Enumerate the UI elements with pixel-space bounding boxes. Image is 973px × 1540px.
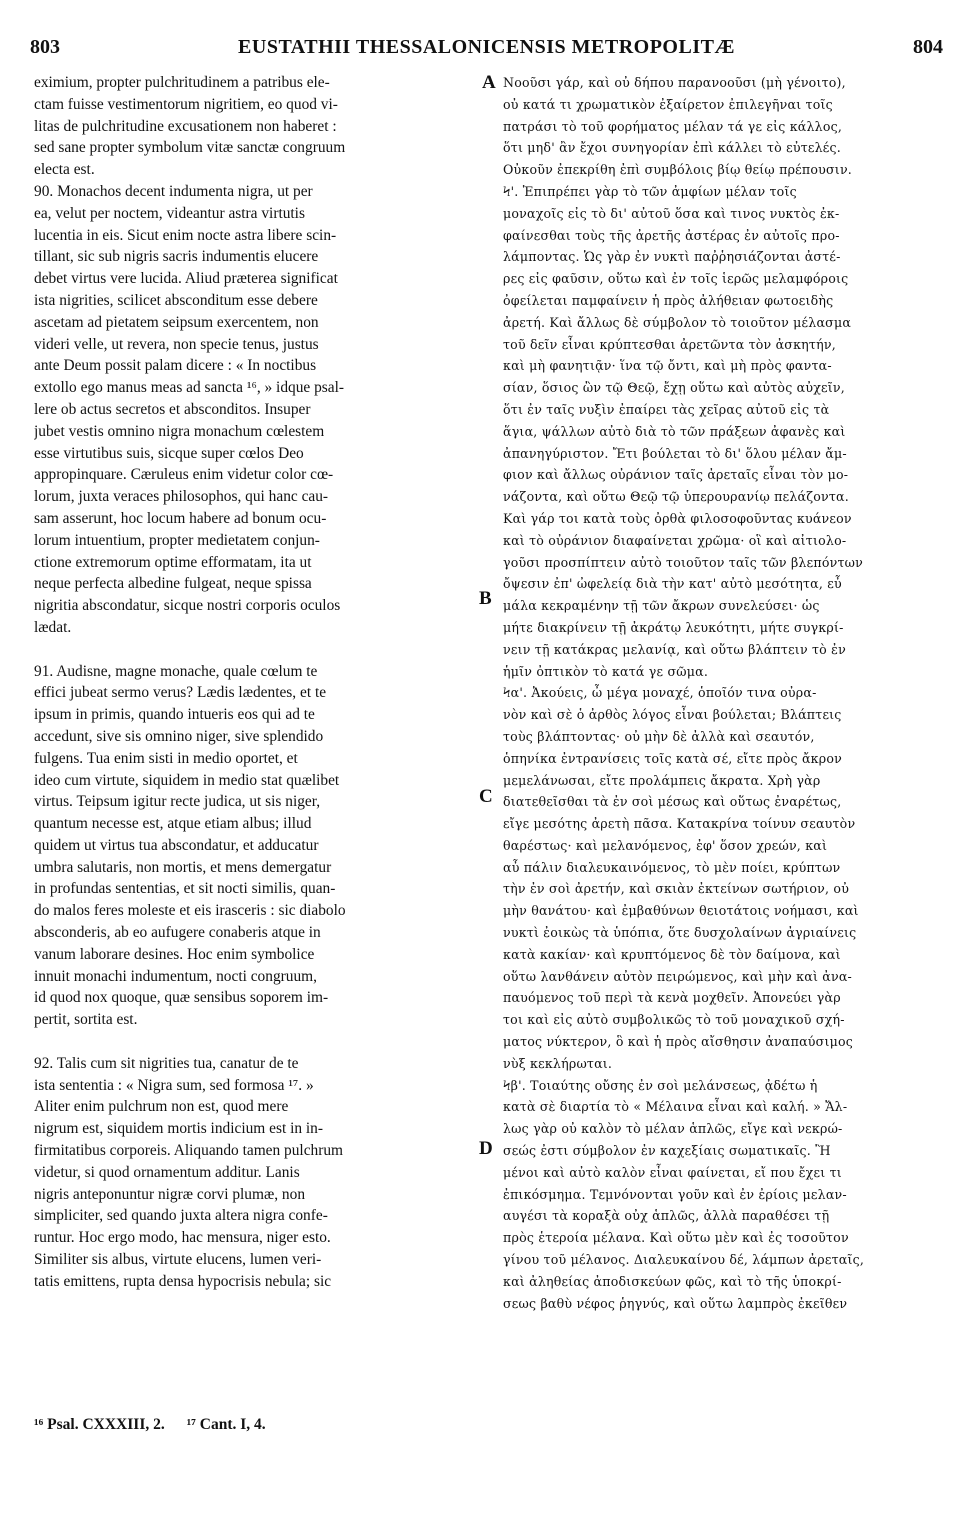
greek-text-line: σεως βαθὺ νέφος ῥηγνύς, καὶ οὕτω λαμπρὸς ἐκεῖθεν [503, 1295, 848, 1311]
left-page-number: 803 [30, 36, 60, 58]
latin-text-line: jubet vestis omnino nigra monachum cœlestem [34, 422, 325, 440]
running-title: EUSTATHII THESSALONICENSIS METROPOLITÆ [238, 36, 735, 58]
margin-marker-c: C [479, 786, 493, 807]
greek-column [503, 72, 943, 1314]
greek-text-line: οὕτω λανθάνειν αὐτὸν πειρώμενος, καὶ μὴν καὶ ἀνα- [503, 968, 853, 984]
latin-text-line [34, 639, 471, 661]
latin-text-line: lucentia in eis. Sicut enim nocte astra libere scin- [34, 226, 337, 244]
latin-text-line: sam asserunt, hoc locum habere ad bonum ocu- [34, 509, 327, 527]
greek-text-line: αὖ πάλιν διαλευκαινόμενος, τὸ μὲν ποίει, κρύπτων [503, 859, 841, 875]
greek-text-line: νυκτὶ ἐοικὼς τὰ ὑπόπια, ὅτε δυσχολαίνων ἀγριαίνεις [503, 925, 857, 941]
greek-text-line: νειν τῇ κατάκρας μελανίᾳ, καὶ οὕτω βλάπτειν τὸ ἐν [503, 641, 846, 657]
greek-text-line: θαρέστως· καὶ μελανόμενος, ἐφ' ὅσον χρεών, καὶ [503, 837, 828, 853]
latin-text-line: neque perfecta albedine fulgeat, neque spissa [34, 575, 312, 593]
latin-text-line: Similiter sis albus, virtute elucens, lumen veri- [34, 1251, 322, 1269]
latin-text-line: ista sententia : « Nigra sum, sed formosa ¹⁷. » [34, 1076, 314, 1094]
latin-text-line: Aliter enim pulchrum non est, quod mere [34, 1098, 289, 1116]
greek-text-line: εἴγε μεσότης ἀρετὴ πᾶσα. Κατακρίνα τοίνυν σεαυτὸν [503, 816, 856, 832]
greek-text-line: ὅτι μηδ' ἂν ἔχοι συνηγορίαν ἐπὶ κάλλει τὸ εὐτελές. [503, 140, 841, 156]
latin-text-line: ideo cum virtute, siquidem in medio stat quælibet [34, 771, 340, 789]
greek-text-line: καὶ τὸ οὐράνιον διαφαίνεται χρῶμα· οἳ καὶ αἰτιολο- [503, 532, 847, 548]
greek-text-line: Νοοῦσι γάρ, καὶ οὐ δήπου παρανοοῦσι (μὴ γένοιτο), [503, 75, 846, 90]
greek-text-line: νὸν καὶ σὲ ὁ ἀρθὸς λόγος εἶναι βούλεται; Βλάπτεις [503, 707, 842, 723]
latin-text-line: accedunt, sive sis omnino niger, sive splendido [34, 727, 324, 745]
latin-text-line: vanum laborare desines. Hoc enim symbolice [34, 945, 315, 963]
greek-text-line: ἀπανηγύριστον. Ἔτι βούλεται τὸ δι' ὅλου μέλαν ἄμ- [503, 445, 847, 461]
greek-text-line: ἅγια, ψάλλων αὐτὸ διὰ τὸ τῶν πράξεων ἀφανὲς καὶ [503, 423, 846, 439]
greek-text-line: ρες εἰς φαῦσιν, οὕτω καὶ ἐν τοῖς ἱερῶς μελαμφόροις [503, 271, 849, 287]
greek-text-line: νάζοντα, καὶ οὕτω Θεῷ τῷ ὑπερουρανίῳ πελάζοντα. [503, 489, 849, 505]
latin-text-line: videtur, si quod ornamentum additur. Lanis [34, 1163, 300, 1181]
greek-text-line: Καὶ γάρ τοι κατὰ τοὺς ὀρθὰ φιλοσοφοῦντας κυάνεον [503, 510, 852, 526]
margin-marker-a: A [482, 72, 496, 93]
greek-text-line: ἐπικόσμημα. Τεμνόνονται γοῦν καὶ ἐν ἐρίοις μελαν- [503, 1186, 847, 1202]
latin-text-line: 90. Monachos decent indumenta nigra, ut per [34, 182, 313, 200]
latin-text-line: lorum intuentium, propter medietatem conjun- [34, 531, 320, 549]
latin-text-line: 91. Audisne, magne monache, quale cœlum te [34, 662, 318, 680]
latin-text-line: innuit monachi indumentum, nocti congruum, [34, 967, 317, 985]
latin-text-line: lorum, juxta veraces philosophos, qui hanc cau- [34, 488, 329, 506]
latin-text-line [34, 1031, 471, 1053]
greek-text-line: παυόμενος τοῦ περὶ τὰ κενὰ μοχθεῖν. Ἀπονεύει γὰρ [503, 990, 841, 1006]
latin-text-line: nigris anteponuntur nigræ corvi plumæ, non [34, 1185, 306, 1203]
greek-text-line: Οὐκοῦν ἐπεκρίθη ἐπὶ συμβόλοις βίῳ θείῳ πρέπουσιν. [503, 162, 853, 178]
latin-text-line: umbra salutaris, non mortis, et mens demergatur [34, 858, 332, 876]
latin-text-line: absconderis, ab eo aufugere conaberis atque in [34, 924, 321, 942]
greek-text-line: ἀρετή. Καὶ ἄλλως δὲ σύμβολον τὸ τοιοῦτον μέλασμα [503, 314, 852, 330]
margin-marker-d: D [479, 1138, 493, 1159]
latin-text-line: sed sane propter symbolum vitæ sanctæ congruum [34, 139, 346, 157]
latin-text-line: quidem ut virtus tua abscondatur, et adducatur [34, 836, 319, 854]
footnote-17: ¹⁷ Cant. I, 4. [186, 1416, 266, 1433]
latin-text-line: runtur. Hoc ergo modo, hac mensura, niger esto. [34, 1229, 331, 1247]
greek-text-line: μὴν θανάτου· καὶ ἐμβαθύνων θειοτάτοις νοήμασι, καὶ [503, 903, 859, 919]
latin-text-line: ante Deum possit palam dicere : « In noctibus [34, 357, 317, 375]
latin-text-line: ascetam ad pietatem seipsum exercentem, non [34, 313, 319, 331]
page-header [30, 36, 943, 64]
latin-text-line: eximium, propter pulchritudinem a patribus ele- [34, 74, 330, 91]
latin-text-line: tillant, sic sub nigris sacris indumentis elucere [34, 248, 319, 266]
greek-text-line: Ϟα'. Ἀκούεις, ὦ μέγα μοναχέ, ὁποῖόν τινα οὐρα- [503, 685, 817, 701]
latin-text-line: 92. Talis cum sit nigrities tua, canatur de te [34, 1054, 299, 1072]
greek-text-line: Ϟβ'. Τοιαύτης οὔσης ἐν σοὶ μελάνσεως, ᾀδέτω ἡ [503, 1077, 818, 1093]
latin-text-line: effici jubeat sermo verus? Lædis lædentes, et te [34, 684, 327, 702]
greek-text-line: αυγέσι τὰ κοραξὰ οὐχ ἁπλῶς, ἀλλὰ παραθέσει τῇ [503, 1208, 830, 1224]
greek-text-line: γίνου τοῦ μέλανος. Διαλευκαίνου δέ, λάμπων ἀρεταῖς, [503, 1252, 865, 1268]
latin-text-line: esse virtutibus suis, sicque super cœlos Deo [34, 444, 304, 462]
greek-text-line: Ϟ'. Ἐπιπρέπει γὰρ τὸ τῶν ἀμφίων μέλαν τοῖς [503, 183, 797, 199]
latin-text-line: virtus. Teipsum igitur recte judica, ut sis niger, [34, 793, 321, 811]
latin-text-line: ea, velut per noctem, videantur astra virtutis [34, 204, 305, 222]
greek-text-line: διατεθεῖσθαι τὰ ἐν σοὶ μέσως καὶ οὕτως ἐναρέτως, [503, 794, 842, 810]
greek-text-line: μένοι καὶ αὐτὸ καλὸν εἶναι φαίνεται, εἴ που ἔχει τι [503, 1164, 842, 1180]
greek-text-line: φιον καὶ ἄλλως οὐράνιον ταῖς ἀρεταῖς εἶναι τὸν μο- [503, 467, 849, 483]
greek-text-line: ὄψεσιν ἐπ' ὠφελείᾳ διὰ τὴν κατ' αὐτὸ μεσότητα, εὖ [503, 576, 842, 592]
latin-text-line: appropinquare. Cæruleus enim videtur color cœ- [34, 466, 334, 484]
latin-text-line: videri velle, ut revera, non specie tenus, justus [34, 335, 319, 353]
greek-text-line: μεμελάνωσαι, εἴτε προλάμπεις ἄκρατα. Χρὴ γὰρ [503, 772, 821, 788]
greek-text-line: πατράσι τὸ τοῦ φορήματος μέλαν τά γε εἰς κάλλος, [503, 118, 843, 134]
latin-text-line: extollo ego manus meas ad sancta ¹⁶, » idque psal- [34, 379, 345, 397]
latin-text-line: quantum necesse est, atque etiam albus; illud [34, 815, 312, 833]
latin-text-line: simpliciter, sed quando juxta altera nigra confe- [34, 1207, 328, 1225]
greek-text-line: καὶ ἀληθείας ἀποδισκεύων φῶς, καὶ τὸ τῆς ὑποκρί- [503, 1273, 842, 1289]
greek-text-line: λως γὰρ οὐ καλὸν τὸ μέλαν ἁπλῶς, εἴγε καὶ νεκρώ- [503, 1121, 843, 1137]
greek-text-line: γοῦσι προσπίπτειν αὐτὸ τοιοῦτον ταῖς τῶν βλεπόντων [503, 554, 863, 570]
greek-text-line: τοῦ δεῖν εἶναι κρύπτεσθαι ἀρετῶντα τὸν ἀσκητήν, [503, 336, 836, 352]
greek-text-line: καὶ μὴ φανητιᾷν· ἵνα τῷ ὄντι, καὶ μὴ πρὸς φαντα- [503, 358, 832, 374]
greek-text-line: οὐ κατά τι χρωματικὸν ἐξαίρετον ἐπιλεγῆναι τοῖς [503, 96, 833, 112]
latin-column [34, 72, 471, 1293]
latin-text-line: lere ob actus secretos et absconditos. Insuper [34, 400, 311, 418]
latin-text-line: electa est. [34, 161, 95, 179]
greek-text-line: τὴν ἐν σοὶ ἀρετήν, καὶ σκιὰν ἐκτείνων σωτήριον, οὐ [503, 881, 850, 897]
greek-text-line: μήτε διακρίνειν τῇ ἀκράτῳ λευκότητι, μήτε συγκρί- [503, 619, 844, 635]
greek-text-line: τοὺς βλάπτοντας· οὐ μὴν δὲ ἀλλὰ καὶ σεαυτόν, [503, 728, 815, 744]
latin-text-line: do malos feres moleste et eis irasceris : sic diabolo [34, 902, 346, 920]
latin-text-line: ctione extremorum optime efformatam, ita ut [34, 553, 312, 571]
latin-text-line: firmitatibus corporeis. Aliquando tamen pulchrum [34, 1142, 344, 1160]
greek-text-line: τοι καὶ εἰς αὐτὸ συμβολικῶς τὸ τοῦ μοναχικοῦ σχή- [503, 1012, 845, 1028]
latin-text-line: litas de pulchritudine excusationem non haberet : [34, 117, 337, 135]
latin-text-line: nigritia abscondatur, sicque nostri corporis oculos [34, 597, 341, 615]
greek-text-line: σεώς ἐστι σύμβολον ἐν καχεξίαις σωματικαῖς. Ἢ [503, 1143, 831, 1159]
latin-text-line: tatis emittens, rupta densa hypocrisis nebula; sic [34, 1272, 332, 1290]
greek-text-line: κατὰ κακίαν· καὶ κρυπτόμενος δὲ τὸν δαίμονα, καὶ [503, 946, 841, 962]
greek-text-line: ὀφείλεται παμφαίνειν ἡ πρὸς ἀλήθειαν φωτοειδὴς [503, 292, 834, 308]
greek-text-line: ἡμῖν ὀπτικὸν τὸ κατά γε σῶμα. [503, 663, 709, 679]
greek-text-line: ματος νύκτερον, ὃ καὶ ἡ πρὸς αἴσθησιν ἀναπαύσιμος [503, 1034, 854, 1050]
footnotes [34, 1416, 284, 1434]
latin-text-line: id quod nox quoque, quæ sensibus soporem im- [34, 989, 329, 1007]
greek-text-line: ὅτι ἐν ταῖς νυξὶν ἐπαίρει τὰς χεῖρας αὐτοῦ εἰς τὰ [503, 401, 830, 417]
greek-text-line: λάμποντας. Ὡς γὰρ ἐν νυκτὶ παῤῥησιάζονται ἀστέ- [503, 249, 841, 265]
latin-text-line: ipsum in primis, quando intueris eos qui ad te [34, 706, 315, 724]
latin-text-line: pertit, sortita est. [34, 1011, 138, 1029]
greek-text-line: μοναχοῖς εἰς τὸ δι' αὐτοῦ ὅσα καὶ τινος νυκτὸς ἐκ- [503, 205, 840, 221]
greek-text-line: ὁπηνίκα ἐντρανίσεις τοῖς κατὰ σέ, εἴτε πρὸς ἄκρον [503, 750, 842, 766]
latin-text-line: nigrum est, siquidem mortis indicium est in in- [34, 1120, 323, 1138]
latin-text-line: debet virtus vere lucida. Aliud præterea significat [34, 270, 338, 288]
right-page-number: 804 [913, 36, 943, 58]
greek-text-line: νὺξ κεκλήρωται. [503, 1055, 613, 1071]
greek-text-line: σίαν, ὅσιος ὢν τῷ Θεῷ, ἔχῃ οὕτω καὶ αὐτὸς αὐχεῖν, [503, 380, 845, 396]
footnote-16: ¹⁶ Psal. CXXXIII, 2. [34, 1416, 165, 1433]
latin-text-line: in profundas sententias, et sit nocti similis, quan- [34, 880, 336, 898]
greek-text-line: φαίνεσθαι τοὺς τῆς ἀρετῆς ἀστέρας ἐν αὐτοῖς προ- [503, 227, 840, 243]
greek-text-line: πρὸς ἑτεροία μέλανα. Καὶ οὕτω μὲν καὶ ἐς τοσοῦτον [503, 1230, 849, 1246]
latin-text-line: ista nigrities, scilicet absconditum esse debere [34, 291, 318, 309]
greek-text-line: κατὰ σὲ διαρτία τὸ « Μέλαινα εἶναι καὶ καλή. » Ἄλ- [503, 1099, 848, 1115]
greek-text-line: μάλα κεκραμένην τῇ τῶν ἄκρων συνελεύσει· ὡς [503, 598, 820, 614]
margin-marker-b: B [479, 588, 492, 609]
latin-text-line: lædat. [34, 618, 72, 636]
latin-text-line: ctam fuisse vestimentorum nigritiem, eo quod vi- [34, 95, 338, 113]
latin-text-line: fulgens. Tua enim sisti in medio oportet, et [34, 749, 298, 767]
